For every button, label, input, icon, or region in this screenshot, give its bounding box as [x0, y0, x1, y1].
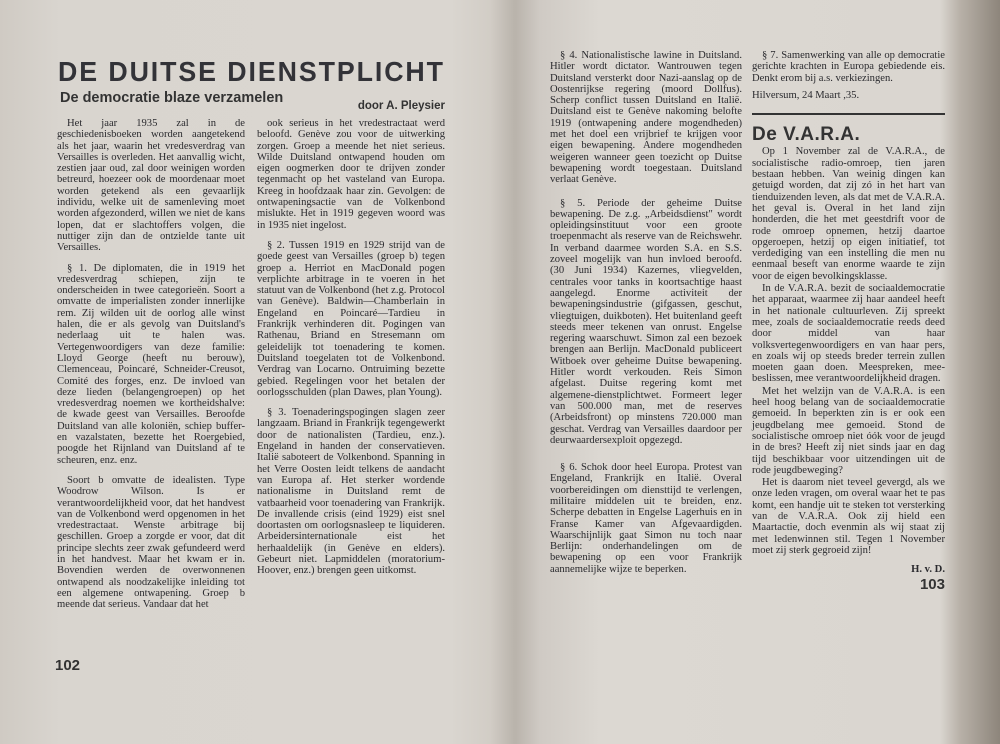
dateline: Hilversum, 24 Maart ,35.: [752, 89, 860, 101]
paragraph-section-4: § 4. Nationalistische lawine in Duitsland. Hitler wordt dictator. Wantrouwen tegen Duitsland versterkt door Nazi-aanslag op de Oostenrijkse regering (moord Dollfus). Scherp conflict tussen Duitsland en Italië. Duitsland eist te Genève nakoming belofte 1919 (ontwapening andere mogendheden) met het doel een vrijbrief te krijgen voor eigen bewapening. Andere mogendheden weigeren wanneer geen toezicht op Duitse bewapening wordt toegestaan. Duitsland verlaat Genève.: [550, 50, 742, 186]
paragraph-section-3: § 3. Toenaderingspogingen slagen zeer langzaam. Briand in Frankrijk tegengewerkt door de nationalisten (Tardieu, enz.). Engeland in handen der conservatieven. Italië saboteert de Volkenbond. Spanning in het Verre Oosten leidt telkens de aandacht van Europa af. Het sterker wordende nationalisme in Duitsland remt de vatbaarheid voor toenadering van Frankrijk. De invallende crisis (eind 1929) eist snel doortasten om oorlogsnasleep te liquideren. Arbeidersinternationale eist het herhaaldelijk (in Genève en elders). Gebeurt niet. Lapmiddelen (moratorium-Hoover, enz.) brengen geen uitkomst.: [257, 407, 445, 577]
article-subtitle: De democratie blaze verzamelen: [60, 90, 284, 106]
article-title: DE DUITSE DIENSTPLICHT: [58, 56, 445, 87]
right-column-1: [550, 50, 742, 584]
paragraph-section-7: § 7. Samenwerking van alle op democratie gerichte krachten in Europa gebiedende eis. Denkt erom bij a.s. verkiezingen.: [752, 50, 945, 84]
vara-paragraph: Op 1 November zal de V.A.R.A., de socialistische radio-omroep, tien jaren bestaan hebben. Van weinig dingen kan getuigd worden, dat zij zó in het hart van tienduizenden leven, als dat met de V.A.R.A. het geval is. Overal in het land zijn honderden, die het met geestdrift voor de rode omroep opnemen, hetzij daartoe opgeroepen, hetzij op eigen initiatief, tot verdediging van een instelling die men nu eenmaal beseft van enorme waarde te zijn voor de eigen bevolkingsklasse.: [752, 146, 945, 282]
paragraph-soort-b: Soort b omvatte de idealisten. Type Woodrow Wilson. Is er verantwoordelijkheid voor, dat het handvest van de Volkenbond werd opgenomen in het vredestractaat. Wenste arbitrage bij geschillen. Groep a zorgde er voor, dat dit principe slechts zeer zwak gefundeerd werd in het handvest. Maar het kwam er in. Bovendien werden de overwonnenen ontwapend als noodzakelijke inleiding tot een algemene ontwapening. Groep b meende dat serieus. Vandaar dat het: [57, 474, 245, 611]
page-number-left: 102: [55, 657, 81, 674]
page-number-right: 103: [919, 576, 945, 594]
divider: [752, 113, 945, 115]
paragraph-continued: ook serieus in het vredestractaat werd beloofd. Genève zou voor de uitwerking zorgen. Groep a meende het niet serieus. Wilde Duitsland ontwapend houden om eigen oogmerken door te drijven zonder tegenmacht op het vasteland van Europa. Kreeg in hoofdzaak haar zin. Gevolgen: de ontwapeningsactie van de Volkenbond mislukte. Het in 1919 gegeven woord was in 1935 niet ingelost.: [257, 118, 445, 231]
article-author: door A. Pleysier: [357, 100, 445, 112]
left-column-2: [257, 118, 445, 586]
paragraph-section-2: § 2. Tussen 1919 en 1929 strijd van de goede geest van Versailles (groep b) tegen groep a. Herriot en MacDonald pogen verplichte arbitrage in te voeren in het statuut van de Volkenbond (het z.g. Protocol van Genève). Baldwin—Chamberlain in Engeland en Poincaré—Tardieu in Frankrijk verhinderen dit. Pogingen van Rathenau, Briand en Stresemann om geleidelijk tot toenadering te komen. Duitsland toegelaten tot de Volkenbond. Verdrag van Locarno. Ontruiming bezette gebied. Regelingen voor het betalen der oorlogsschulden (plan Dawes, plan Young).: [257, 239, 445, 398]
vara-paragraph: In de V.A.R.A. bezit de sociaaldemocratie het apparaat, waarmee zij haar aandeel heeft in het nationale cultuurleven. Zij spreekt mee, zoals de sociaaldemocratie reeds deed door middel van haar volksvertegenwoordigers en van haar pers, en zoals wij op steeds breder terrein zullen moeten gaan doen. Meespreken, mee-beslissen, mee verantwoordelijkheid dragen.: [752, 283, 945, 385]
vara-paragraph: Met het welzijn van de V.A.R.A. is een heel hoog belang van de sociaaldemocratie gemoeid. In beperkten zin is er ook een jeugdbelang mee gemoeid. Stond de socialistische omroep niet óók voor de jeugd in de bres? Heeft zij niet sinds jaar en dag tijd beschikbaar voor uitzendingen uit de rode jeugdbeweging?: [752, 385, 945, 476]
vara-paragraph: Het is daarom niet teveel gevergd, als we onze leden vragen, om overal waar het te pas komt, een handje uit te steken tot versterking van de V.A.R.A. Ook zij hield een Maartactie, doch evenmin als wij staat zij met ledenwinnen stil. Tegen 1 November moet zij sterk gegroeid zijn!: [752, 477, 945, 556]
paragraph-section-6: § 6. Schok door heel Europa. Protest van Engeland, Frankrijk en Italië. Overal voorbereidingen om diensttijd te verlengen, militaire middelen uit te breiden, enz. Scherpe debatten in Engelse Lagerhuis en in Franse Kamer van Afgevaardigden. Waarschijnlijk gaat Simon nu toch naar Berlijn: onderhandelingen om de bewapening op een voor Frankrijk aannemelijke wijze te beperken.: [550, 462, 742, 575]
paragraph-section-5: § 5. Periode der geheime Duitse bewapening. De z.g. „Arbeidsdienst" wordt opleidingsinstituut voor een groote troepenmacht als reserve van de Reichswehr. In verband daarmee worden S.A. en S.S. zoveel mogelijk van hun invloed beroofd. (30 Juni 1934) Kazernes, vliegvelden, centrales voor tanks in koortsachtige haast aangelegd. Enorme activiteit der bewapeningsindustrie (gifgassen, geschut, vliegtuigen, duikboten). Het buitenland geeft steeds meer tekenen van onrust. Engelse regering waarschuwt. Simon zal een bezoek brengen aan Berlijn. MacDonald publiceert Witboek over geheime Duitse bewapening. Hitler wordt verkouden. Reis Simon afgelast. Duitse regering komt met algemene-dienstplichtwet. Formeert leger van 500.000 man, met de reserves (Arbeidsfront) op minstens 720.000 man geschat. Verdrag van Versailles daardoor per deurwaardersexploit opgezegd.: [550, 197, 742, 446]
vara-heading: De V.A.R.A.: [752, 124, 861, 146]
left-column-1: [57, 118, 245, 619]
paragraph-section-1: § 1. De diplomaten, die in 1919 het vredesverdrag schiepen, zijn te onderscheiden in twee categorieën. Soort a omvatte de imperialisten zonder innerlijke rem. Zij wilden uit de oorlog alle winst halen, die er als gevolg van Duitsland's nederlaag uit te halen was. Vertegenwoordigers van deze familie: Lloyd George (heeft nu berouw), Clemenceau, Poincaré, Schneider-Creusot, Comité des forges, enz. De invloed van deze lieden (belangengroepen) op het vredesverdrag noemen we kortheidshalve: de kwade geest van Versailles. Beroofde Duitsland van alle koloniën, schiep buffer- en vazalstaten, bezette het Roergebied, poogde het Rijnland van Duitsland af te scheuren, enz. enz.: [57, 262, 245, 466]
signature: H. v. D.: [911, 564, 945, 576]
paragraph-intro: Het jaar 1935 zal in de geschiedenisboeken worden aangetekend als het jaar, waarin het vredesverdrag van Versailles is overleden. Het aanvallig wicht, zestien jaar oud, zal door weinigen worden betreurd, hoezeer ook de moordenaar moet worden getekend als een gevaarlijk individu, welke uit de samenleving moet worden afgezonderd, willen we niet de kans lopen, dat er slachtoffers volgen, die nuttiger zijn dan de ontzielde tante uit Versailles.: [57, 118, 245, 254]
right-column-2: [752, 50, 945, 594]
